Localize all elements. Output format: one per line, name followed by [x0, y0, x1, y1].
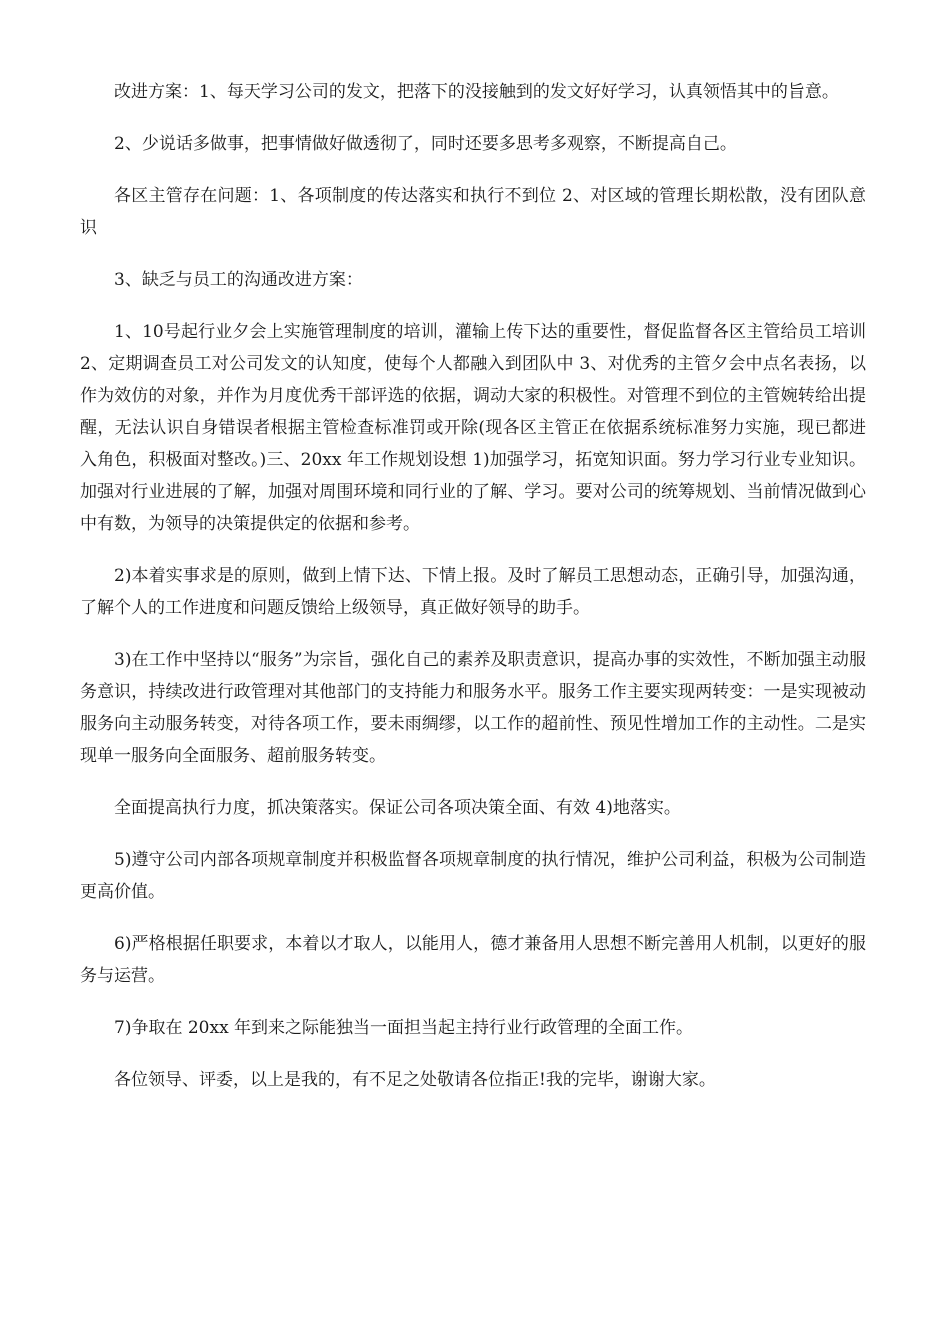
- paragraph-training-plan: 1、10号起行业夕会上实施管理制度的培训，灌输上传下达的重要性，督促监督各区主管给员工培训 2、定期调查员工对公司发文的认知度，使每个人都融入到团队中 3、对优秀的主管夕会中点名表扬，以作为效仿的对象，并作为月度优秀干部评选的依据，调动大家的积极性。对管理不到位的主管婉转给出提醒，无法认识自身错误者根据主管检查标准罚或开除(现各区主管正在依据系统标准努力实施，现已都进入角色，积极面对整改。)三、20xx 年工作规划设想 1)加强学习，拓宽知识面。努力学习行业专业知识。加强对行业进展的了解，加强对周围环境和同行业的了解、学习。要对公司的统筹规划、当前情况做到心中有数，为领导的决策提供定的依据和参考。: [80, 322, 866, 534]
- paragraph-closing: 各位领导、评委，以上是我的，有不足之处敬请各位指正!我的完毕，谢谢大家。: [114, 1070, 716, 1090]
- paragraph-supervisor-issues: 各区主管存在问题：1、各项制度的传达落实和执行不到位 2、对区域的管理长期松散，没有团队意识: [80, 186, 866, 238]
- paragraph-communication: 3、缺乏与员工的沟通改进方案：: [114, 270, 363, 290]
- paragraph-item-3: 3)在工作中坚持以“服务”为宗旨，强化自己的素养及职责意识，提高办事的实效性，不断加强主动服务意识，持续改进行政管理对其他部门的支持能力和服务水平。服务工作主要实现两转变：一是实现被动服务向主动服务转变，对待各项工作，要未雨绸缪，以工作的超前性、预见性增加工作的主动性。二是实现单一服务向全面服务、超前服务转变。: [80, 650, 866, 766]
- paragraph-item-5: 5)遵守公司内部各项规章制度并积极监督各项规章制度的执行情况，维护公司利益，积极为公司制造更高价值。: [80, 850, 866, 902]
- paragraph-item-2: 2)本着实事求是的原则，做到上情下达、下情上报。及时了解员工思想动态，正确引导，加强沟通，了解个人的工作进度和问题反馈给上级领导，真正做好领导的助手。: [80, 566, 866, 618]
- paragraph-item-6: 6)严格根据任职要求，本着以才取人，以能用人，德才兼备用人思想不断完善用人机制，以更好的服务与运营。: [80, 934, 866, 986]
- paragraph-item-7: 7)争取在 20xx 年到来之际能独当一面担当起主持行业行政管理的全面工作。: [114, 1018, 694, 1038]
- document-page: [80, 76, 866, 1116]
- paragraph-execution: 全面提高执行力度，抓决策落实。保证公司各项决策全面、有效 4)地落实。: [114, 798, 681, 818]
- paragraph-talk-less: 2、少说话多做事，把事情做好做透彻了，同时还要多思考多观察，不断提高自己。: [114, 134, 737, 154]
- paragraph-improvement-plan: 改进方案：1、每天学习公司的发文，把落下的没接触到的发文好好学习，认真领悟其中的旨意。: [114, 82, 839, 102]
